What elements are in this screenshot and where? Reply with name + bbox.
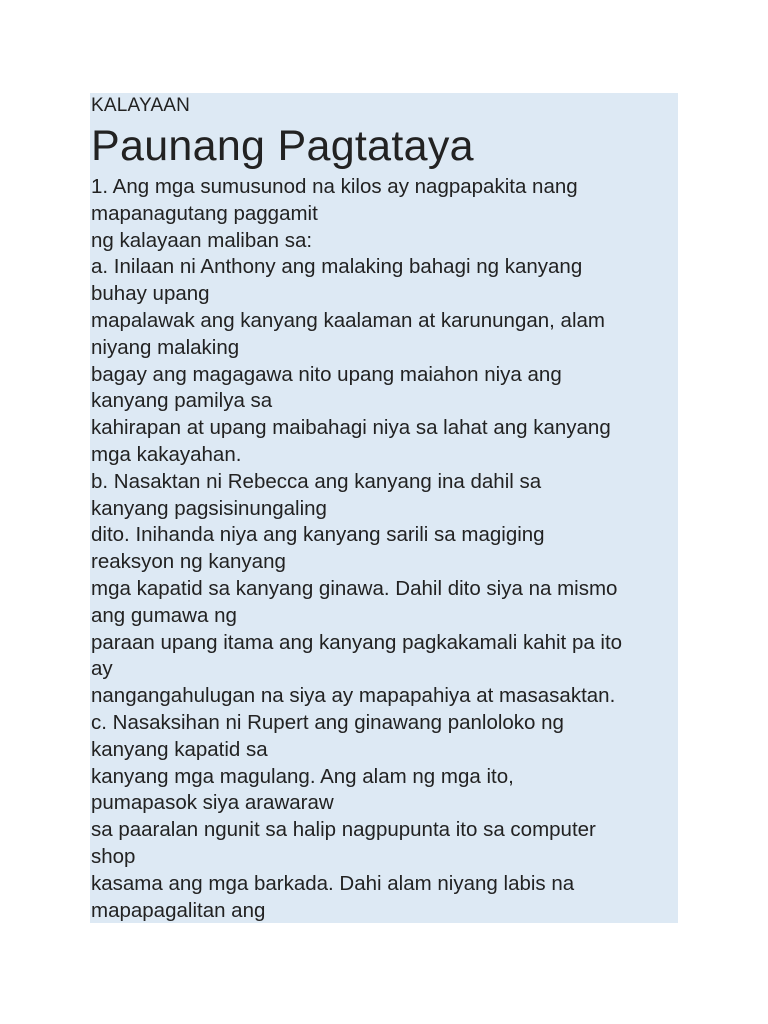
body-text-line: kasama ang mga barkada. Dahi alam niyang labis na — [91, 871, 575, 895]
body-text-line: ng kalayaan maliban sa: — [91, 228, 313, 252]
body-text-line: mapalawak ang kanyang kaalaman at karunungan, alam — [91, 308, 605, 332]
body-text-line: kanyang kapatid sa — [91, 737, 268, 761]
body-text-line: mapapagalitan ang — [91, 898, 266, 922]
body-text-line: reaksyon ng kanyang — [91, 550, 286, 574]
body-text-line: buhay upang — [91, 282, 210, 306]
document-text-block — [90, 93, 678, 923]
body-text-line: kanyang mga magulang. Ang alam ng mga ito, — [91, 764, 514, 788]
body-text-line: mga kakayahan. — [91, 442, 242, 466]
body-text-line: mga kapatid sa kanyang ginawa. Dahil dito siya na mismo — [91, 576, 618, 600]
body-text-line: mapanagutang paggamit — [91, 201, 318, 225]
body-text-line: b. Nasaktan ni Rebecca ang kanyang ina dahil sa — [91, 469, 542, 493]
body-text-line: dito. Inihanda niya ang kanyang sarili sa magiging — [91, 523, 545, 547]
body-text-line: bagay ang magagawa nito upang maiahon niya ang — [91, 362, 562, 386]
body-text-line: shop — [91, 844, 136, 868]
body-text-line: ang gumawa ng — [91, 603, 237, 627]
body-text-line: c. Nasaksihan ni Rupert ang ginawang panloloko ng — [91, 710, 564, 734]
body-text-line: kahirapan at upang maibahagi niya sa lahat ang kanyang — [91, 416, 611, 440]
body-text-line: a. Inilaan ni Anthony ang malaking bahagi ng kanyang — [91, 255, 583, 279]
body-text-line: nangangahulugan na siya ay mapapahiya at masasaktan. — [91, 684, 616, 708]
body-text-line: kanyang pamilya sa — [91, 389, 273, 413]
body-text-line: ay — [91, 657, 113, 681]
body-text-line: 1. Ang mga sumusunod na kilos ay nagpapakita nang — [91, 175, 578, 198]
body-text-line: pumapasok siya arawaraw — [91, 791, 334, 815]
document-label: KALAYAAN — [91, 95, 191, 116]
body-text-line: sa paaralan ngunit sa halip nagpupunta ito sa computer — [91, 818, 596, 842]
document-body — [90, 174, 678, 923]
document-title: Paunang Pagtataya — [91, 122, 474, 170]
body-text-line: paraan upang itama ang kanyang pagkakamali kahit pa ito — [91, 630, 623, 654]
body-text-line: kanyang pagsisinungaling — [91, 496, 327, 520]
body-text-line: niyang malaking — [91, 335, 240, 359]
